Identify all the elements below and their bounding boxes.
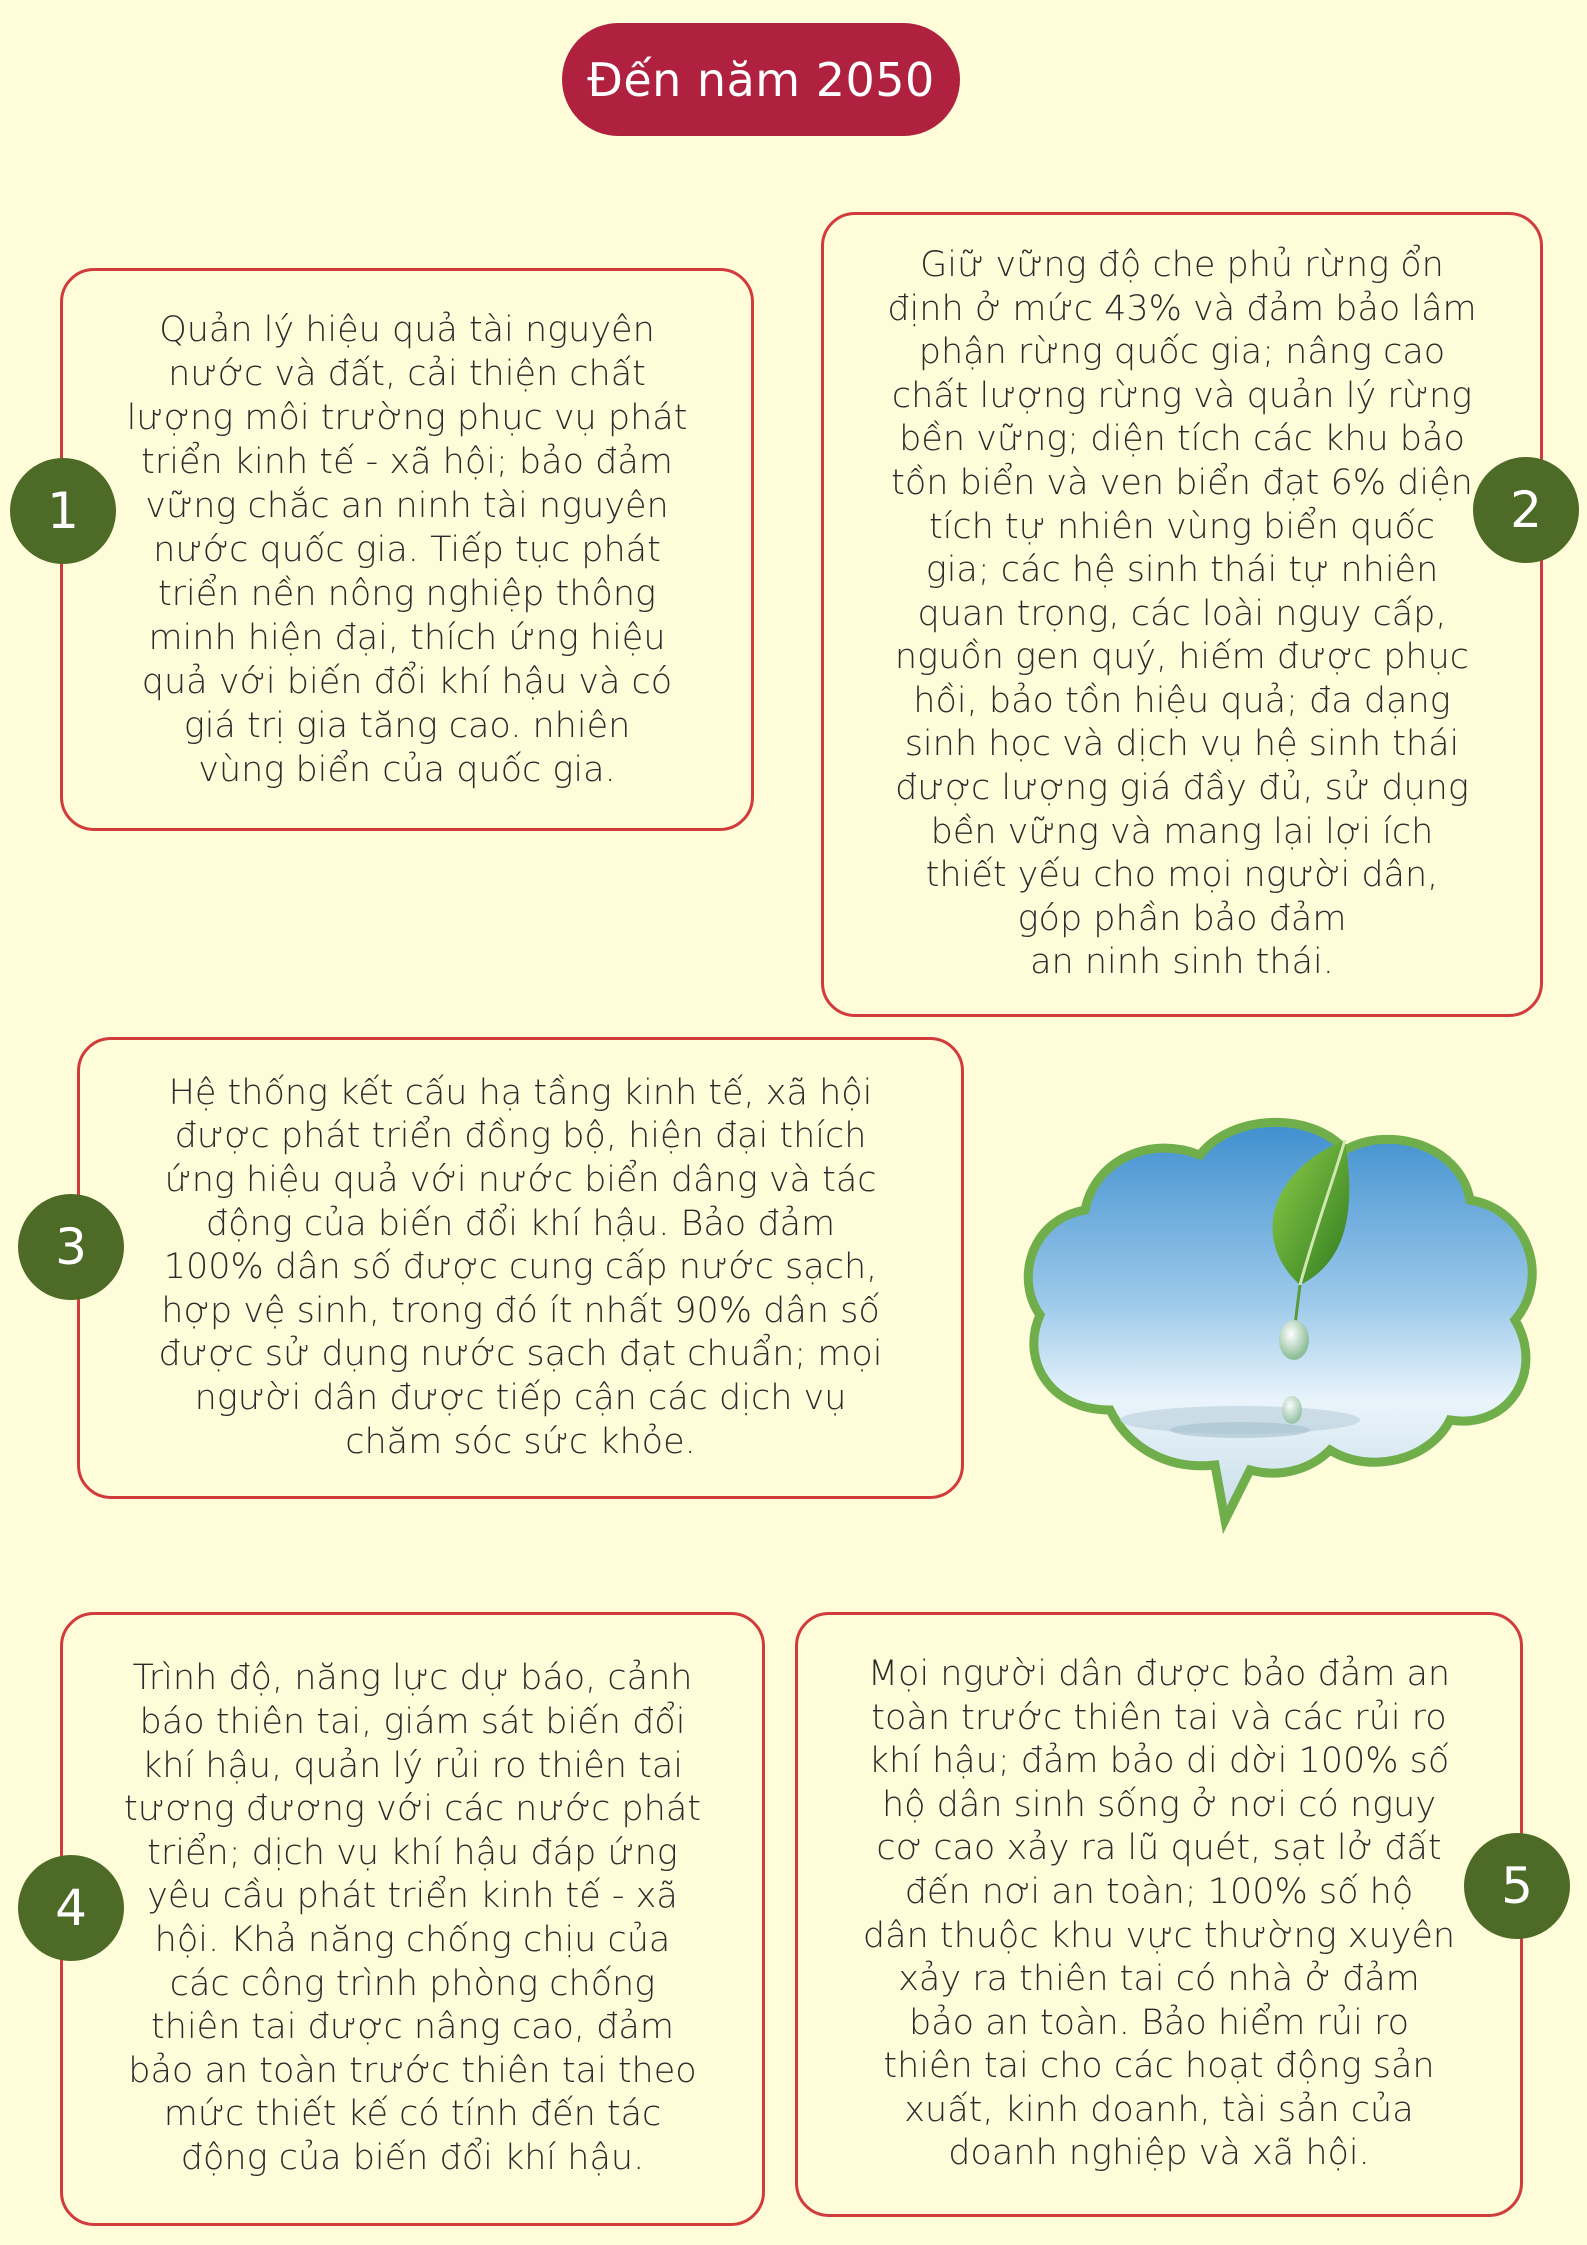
goal-card-3	[77, 1037, 964, 1499]
goal-number-badge-5: 5	[1464, 1833, 1570, 1939]
goal-text-3: Hệ thống kết cấu hạ tầng kinh tế, xã hội được phát triển đồng bộ, hiện đại thích ứng hiệu quả với nước biển dâng và tác động của biến đổi khí hậu. Bảo đảm 100% dân số được cung cấp nước sạch, hợp vệ sinh, trong đó ít nhất 90% dân số được sử dụng nước sạch đạt chuẩn; mọi người dân được tiếp cận các dịch vụ chăm sóc sức khỏe.	[158, 1072, 883, 1462]
goal-card-5	[795, 1612, 1523, 2217]
water-drop-icon	[1279, 1320, 1309, 1360]
goal-card-1	[60, 268, 754, 831]
goal-text-4: Trình độ, năng lực dự báo, cảnh báo thiên tai, giám sát biến đổi khí hậu, quản lý rủi ro thiên tai tương đương với các nước phát triển; dịch vụ khí hậu đáp ứng yêu cầu phát triển kinh tế - xã hội. Khả năng chống chịu của các công trình phòng chống thiên tai được nâng cao, đảm bảo an toàn trước thiên tai theo mức thiết kế có tính đến tác động của biến đổi khí hậu.	[123, 1658, 702, 2178]
goal-text-1: Quản lý hiệu quả tài nguyên nước và đất, cải thiện chất lượng môi trường phục vụ phát triển kinh tế - xã hội; bảo đảm vững chắc an ninh tài nguyên nước quốc gia. Tiếp tục phát triển nền nông nghiệp thông minh hiện đại, thích ứng hiệu quả với biến đổi khí hậu và có giá trị gia tăng cao. nhiên vùng biển của quốc gia.	[126, 309, 688, 790]
goal-text-5: Mọi người dân được bảo đảm an toàn trước thiên tai và các rủi ro khí hậu; đảm bảo di dời 100% số hộ dân sinh sống ở nơi có nguy cơ cao xảy ra lũ quét, sạt lở đất đến nơi an toàn; 100% số hộ dân thuộc khu vực thường xuyên xảy ra thiên tai có nhà ở đảm bảo an toàn. Bảo hiểm rủi ro thiên tai cho các hoạt động sản xuất, kinh doanh, tài sản của doanh nghiệp và xã hội.	[862, 1653, 1456, 2174]
leaf-water-drop-illustration	[1010, 1110, 1550, 1540]
cloud-shape	[1028, 1122, 1532, 1520]
page-title: Đến năm 2050	[562, 23, 960, 136]
goal-number-badge-3: 3	[18, 1194, 124, 1300]
goal-card-4	[60, 1612, 765, 2226]
goal-number-badge-4: 4	[18, 1855, 124, 1961]
goal-text-2: Giữ vững độ che phủ rừng ổn định ở mức 43% và đảm bảo lâm phận rừng quốc gia; nâng cao chất lượng rừng và quản lý rừng bền vững; diện tích các khu bảo tồn biển và ven biển đạt 6% diện tích tự nhiên vùng biển quốc gia; các hệ sinh thái tự nhiên quan trọng, các loài nguy cấp, nguồn gen quý, hiếm được phục hồi, bảo tồn hiệu quả; đa dạng sinh học và dịch vụ hệ sinh thái được lượng giá đầy đủ, sử dụng bền vững và mang lại lợi ích thiết yếu cho mọi người dân, góp phần bảo đảm an ninh sinh thái.	[887, 244, 1477, 983]
goal-number-badge-2: 2	[1473, 457, 1579, 563]
goal-number-badge-1: 1	[10, 458, 116, 564]
goal-card-2	[821, 212, 1543, 1017]
